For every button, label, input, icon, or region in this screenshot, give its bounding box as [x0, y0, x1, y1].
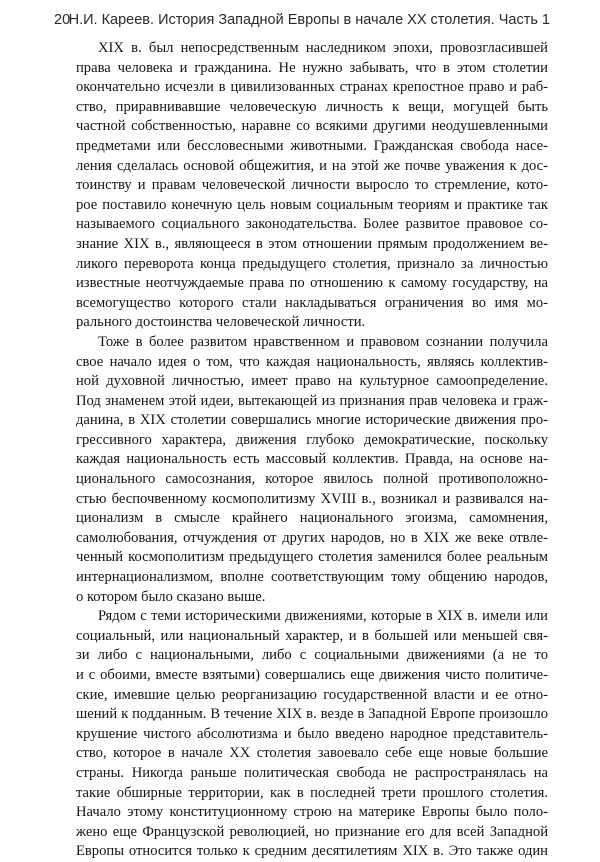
- page-number: 20: [54, 12, 71, 28]
- text-line: ления сделалась основой общежития, и на этой же почве уважения к дос-: [76, 157, 548, 174]
- text-line: XIX в. был непосредственным наследником эпохи, провозгласившей: [98, 40, 548, 56]
- text-line: Европы относится только к средним десятилетиям XIX в. Это также один: [76, 843, 548, 860]
- text-line: ликого переворота конца предыдущего столетия, признало за личностью: [76, 255, 548, 272]
- text-line: Рядом с теми историческими движениями, которые в XIX в. имели или: [98, 608, 548, 625]
- text-line: ские, имевшие целью реорганизацию государственной власти и ее отно-: [76, 686, 548, 703]
- running-title: Н.И. Кареев. История Западной Европы в начале XX столетия. Часть 1: [68, 12, 550, 28]
- text-line: Под знаменем этой идеи, вытекающей из признания прав человека и граж-: [76, 392, 548, 409]
- text-line: права человека и гражданина. Не нужно забывать, что в этом столетии: [76, 59, 548, 76]
- paragraph: [76, 607, 548, 862]
- text-line: тоинству и правам человеческой личности выросло то стремление, кото-: [76, 177, 548, 194]
- text-line: ство, которое в начале XX столетия завоевало себе еще новые большие: [76, 745, 548, 762]
- text-line: данина, в XIX столетии совершались многие исторические движения про-: [76, 412, 548, 429]
- body-text: [76, 39, 548, 862]
- running-header: [54, 12, 550, 32]
- text-line: шений к подданным. В течение XIX в. везде в Западной Европе произошло: [76, 706, 548, 723]
- text-line: Тоже в более развитом нравственном и правовом сознании получила: [98, 333, 548, 350]
- text-line: свое начало идея о том, что каждая национальность, являясь коллектив-: [76, 353, 548, 370]
- text-line: ционализм в смысле крайнего национального эгоизма, самомнения,: [76, 510, 548, 527]
- text-line: страны. Никогда раньше политическая свобода не распространялась на: [76, 764, 548, 781]
- text-line: грессивного характера, движения глубоко демократические, поскольку: [76, 431, 548, 448]
- text-line: называемого социального законодательства. Более развитое правовое со-: [76, 216, 548, 233]
- text-line: жено еще Французской революцией, но признание его для всей Западной: [76, 823, 548, 840]
- paragraph: [76, 39, 548, 333]
- text-line: каждая национальность есть массовый коллектив. Правда, на основе на-: [76, 451, 548, 468]
- text-line: всемогущество которого стали накладываться ограничения во имя мо-: [76, 294, 548, 311]
- text-line: ченный космополитизм предыдущего столетия заменился более реальным: [76, 549, 548, 566]
- text-line: интернационализмом, вполне соответствующим тому общению народов,: [76, 569, 548, 586]
- text-line: такие обширные территории, как в последней трети прошлого столетия.: [76, 784, 548, 801]
- text-line: ство, приравнивавшие человеческую личность к вещи, могущей быть: [76, 98, 548, 115]
- text-line: частной собственностью, наравне со всякими другими неодушевленными: [76, 118, 548, 135]
- text-line: самолюбования, отчуждения от других народов, но в XIX же веке отвле-: [76, 529, 548, 546]
- text-line: крушение чистого абсолютизма и было введено народное представитель-: [76, 725, 548, 742]
- text-line: рое поставило конечную цель новым социальным теориям и практике так: [76, 196, 548, 213]
- text-line: о котором было сказано выше.: [76, 588, 266, 605]
- text-line: знание XIX в., являющееся в этом отношении прямым продолжением ве-: [76, 235, 548, 252]
- text-line: стью беспочвенному космополитизму XVIII в., возникал и развивался на-: [76, 490, 548, 507]
- text-line: известные неотчуждаемые права по отношению к самому государству, на: [76, 275, 548, 292]
- text-line: Начало этому конституционному строю на материке Европы было поло-: [76, 804, 548, 821]
- text-line: рального достоинства человеческой личности.: [76, 314, 366, 331]
- text-line: зи либо с национальными, либо с социальными движениями (а не то: [76, 647, 548, 664]
- text-line: ной духовной личностью, имеет право на культурное самоопределение.: [76, 373, 548, 390]
- text-line: и с обоими, вместе взятыми) совершались еще движения чисто политиче-: [76, 667, 548, 683]
- paragraph: [76, 333, 548, 607]
- text-line: окончательно исчезли в цивилизованных странах крепостное право и раб-: [76, 79, 548, 96]
- text-line: ционального самосознания, которое явилось полной противоположно-: [76, 471, 548, 488]
- text-line: социальный, или национальный характер, и в большей или меньшей свя-: [76, 627, 548, 644]
- text-line: предметами или бессловесными животными. Гражданская свобода насе-: [76, 137, 548, 154]
